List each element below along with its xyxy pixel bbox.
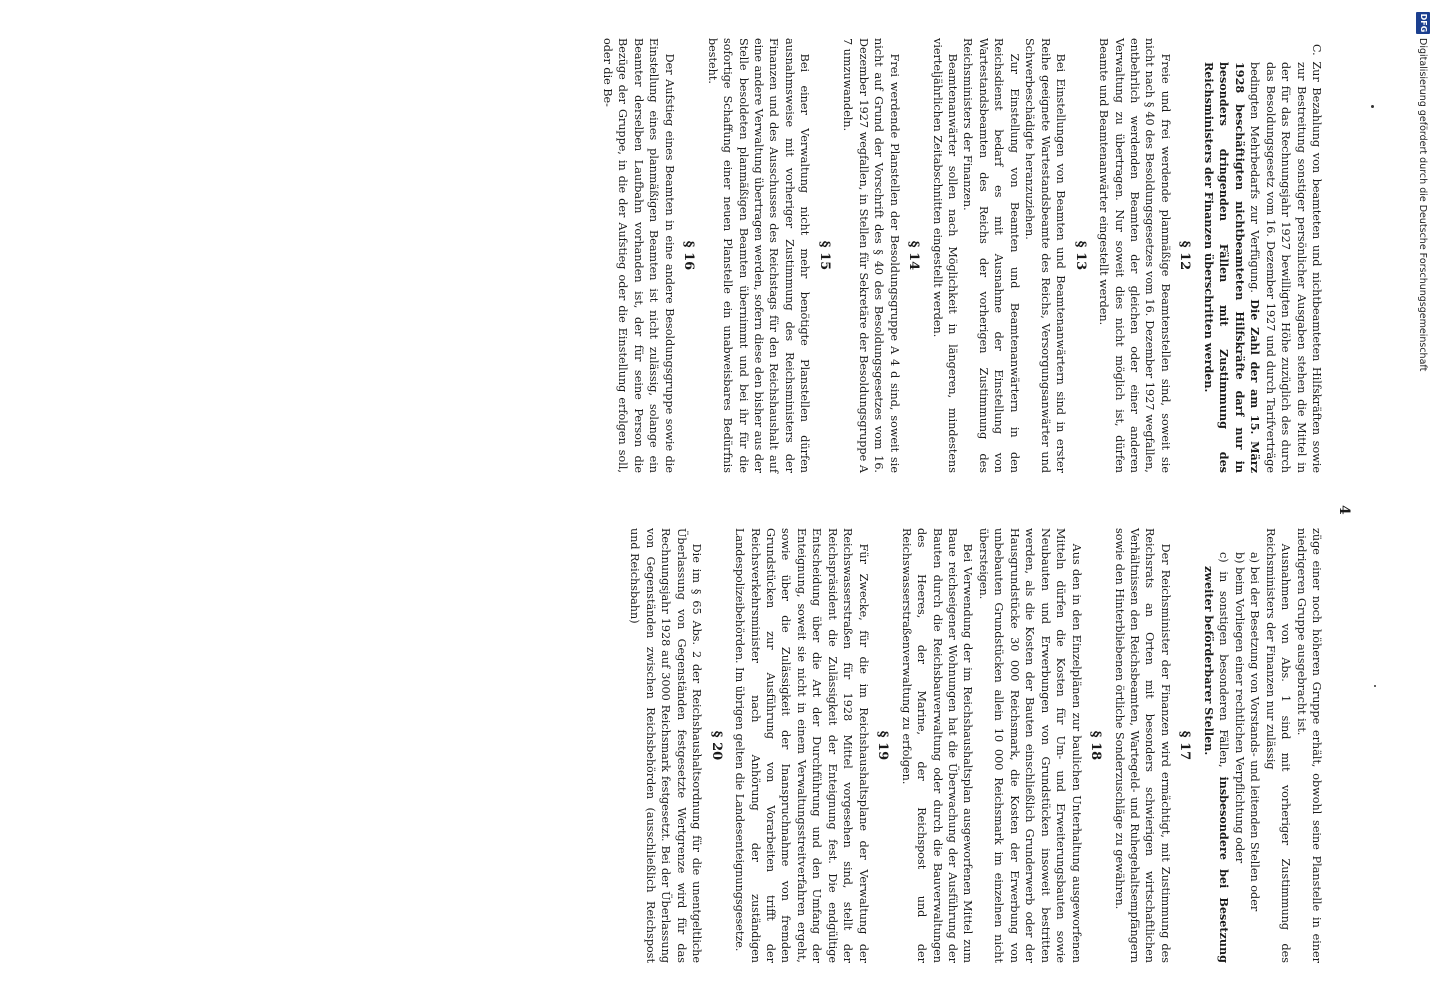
section-13-p1: Bei Einstellungen von Beamten und Beamtenanwärtern sind in erster Reihe geeignete Wartestandsbeamte des Reichs, Versorgungsanwärter und Schwerbeschädigte heranzuziehen. [1023,38,1068,473]
section-15-heading: § 15 [816,240,832,271]
section-14-heading: § 14 [906,240,922,271]
section-13-heading: § 13 [1072,240,1088,271]
list-item-b: b) beim Vorliegen einer rechtlichen Verpflichtung oder [1232,552,1246,864]
exceptions-text: Ausnahmen von Abs. 1 sind mit vorheriger Zustimmung des Reichsministers der Finanzen nur zulässig [1263,528,1293,963]
section-20-heading: § 20 [708,730,724,761]
section-18-p1: Aus den in den Einzelplänen zur baulichen Unterhaltung ausgeworfenen Mitteln dürfen die Kosten für Um- und Erweiterungsbauten sowie Neubauten und Erwerbungen von Grundstücken insoweit bestritten werden, als die Kosten der Bauten einschließlich Grunderwerb oder der Hausgrundstücke 30 000 Reichsmark, die Kosten der Erwerbung von unbebauten Grundstücken allein 10 000 Reichsmark im einzelnen nicht übersteigen. [976,528,1083,963]
section-14-text: Frei werdende Planstellen der Besoldungsgruppe A 4 d sind, soweit sie nicht auf Grund der Vorschrift des § 40 des Besoldungsgesetzes vom 16. Dezember 1927 wegfallen, in Stellen für Sekretäre der Besoldungsgruppe A 7 umzuwandeln. [841,38,901,473]
scan-speck [1371,105,1374,108]
section-17-heading: § 17 [1177,730,1193,761]
list-item-c [1200,528,1231,963]
section-17-text: Der Reichsminister der Finanzen wird ermächtigt, mit Zustimmung des Reichsrats an Orten mit besonders schwierigen wirtschaftlichen Verhältnissen den Reichsbeamten, Wartegeld- und Ruhegehaltsempfängern sowie den Hinterbliebenen örtliche Sonderzuschläge zu gewähren. [1112,528,1172,963]
c-label: C. [1310,44,1323,56]
list-item-a: a) bei der Besetzung von Vorstands- und leitenden Stellen oder [1248,552,1262,912]
c-bold-text: Die Zahl der am 15. März 1928 beschäftigten nichtbeamteten Hilfskräfte darf nur in besonders dringenden Fällen mit Zustimmung des Reichsministers der Finanzen überschritten werden. [1201,62,1263,473]
c-text: Zur Bezahlung von beamteten und nichtbeamteten Hilfskräften sowie zur Bestreitung sonstiger persönlicher Ausgaben stehen die Mittel in der für das Rechnungsjahr 1927 bewilligten Höhe zuzüglich des durch das Besoldungsgesetz vom 16. Dezember 1927 und durch Tarifverträge bedingten Mehrbedarfs zur Verfügung. [1248,61,1323,473]
left-column [600,38,1324,473]
page-number: 4 [1336,505,1352,515]
section-18-p2: Bei Verwendung der im Reichshaushaltsplan ausgeworfenen Mittel zum Baue reichseigener Wohnungen hat die Überwachung der Ausführung der Bauten durch die Reichsbauverwaltung oder durch die Bauverwaltungen des Heeres, der Marine, der Reichspost und der Reichswasserstraßenverwaltung zu erfolgen. [899,528,975,963]
section-13-p2: Zur Einstellung von Beamten und Beamtenanwärtern in den Reichsdienst bedarf es mit Ausnahme der Einstellung von Wartestandsbeamten des Reichs der vorherigen Zustimmung des Reichsministers der Finanzen. [961,38,1021,473]
section-15-text: Bei einer Verwaltung nicht mehr benötigte Planstellen dürfen ausnahmsweise mit vorheriger Zustimmung des Reichsministers der Finanzen und des Ausschusses des Reichstags für den Reichshaushalt auf eine andere Verwaltung übertragen werden, sofern diese den bisher aus der Stelle besoldeten planmäßigen Beamten übernimmt und bei ihr für die sofortige Schaffung einer neuen Planstelle ein unabweisbares Bedürfnis besteht. [705,38,812,473]
section-18-heading: § 18 [1088,730,1104,761]
section-12-heading: § 12 [1177,240,1193,271]
section-16-heading: § 16 [681,240,697,271]
section-20-text: Die im § 65 Abs. 2 der Reichshaushaltsordnung für die unentgeltliche Überlassung von Gegenständen festgesetzte Wertgrenze wird für das Rechnungsjahr 1928 auf 3000 Reichsmark festgesetzt. Bei der Überlassung von Gegenständen zwischen Reichsbehörden (ausschließlich Reichspost und Reichsbahn) [628,528,704,963]
section-19-text: Für Zwecke, für die im Reichshaushaltsplane der Verwaltung der Reichswasserstraßen für 1928 Mittel vorgesehen sind, stellt der Reichspräsident die Zulässigkeit der Enteignung fest. Die endgültige Entscheidung über die Art der Durchführung und den Umfang der Enteignung, soweit sie nicht in einem Verwaltungsstreitverfahren ergeht, sowie über die Zulässigkeit der Inanspruchnahme von fremden Grundstücken zur Ausführung von Vorarbeiten trifft der Reichsverkehrsminister nach Anhörung der zuständigen Landespolizeibehörden. Im übrigen gelten die Landesenteignungsgesetze. [733,528,870,963]
section-19-heading: § 19 [875,730,891,761]
digitization-credit [1416,12,1430,371]
section-13-p3: Beamtenanwärter sollen nach Möglichkeit in längeren, mindestens vierteljährlichen Zeitabschnitten eingestellt werden. [930,38,960,473]
item-c-bold-text: insbesondere bei Besetzung zweiter beförderbarer Stellen. [1201,566,1232,963]
section-16-text: Der Aufstieg eines Beamten in eine andere Besoldungsgruppe sowie die Einstellung eines planmäßigen Beamten ist nicht zulässig, solange ein Beamter derselben Laufbahn vorhanden ist, der für seine Person die Bezüge der Gruppe, in die der Aufstieg oder die Einstellung erfolgen soll, oder die Be- [600,38,676,473]
paragraph-c [1200,38,1324,473]
section-12-text: Freie und frei werdende planmäßige Beamtenstellen sind, soweit sie nicht nach § 40 des Besoldungsgesetzes vom 16. Dezember 1927 wegfallen, entbehrlich werdenden Beamten der gleichen oder einer anderen Verwaltung zu übertragen. Nur soweit dies nicht möglich ist, dürfen Beamte und Beamtenanwärter eingestellt werden. [1097,38,1172,473]
scan-speck [1374,685,1376,687]
item-c-text: c) in sonstigen besonderen Fällen, [1217,552,1231,768]
continuation-text: züge einer noch höheren Gruppe erhält, obwohl seine Planstelle in einer niedrigeren Gruppe ausgebracht ist. [1294,528,1323,963]
credit-text: Digitalisierung gefördert durch die Deutsche Forschungsgemeinschaft [1417,38,1429,372]
right-column [627,528,1324,963]
dfg-logo-icon: DFG [1416,12,1430,34]
